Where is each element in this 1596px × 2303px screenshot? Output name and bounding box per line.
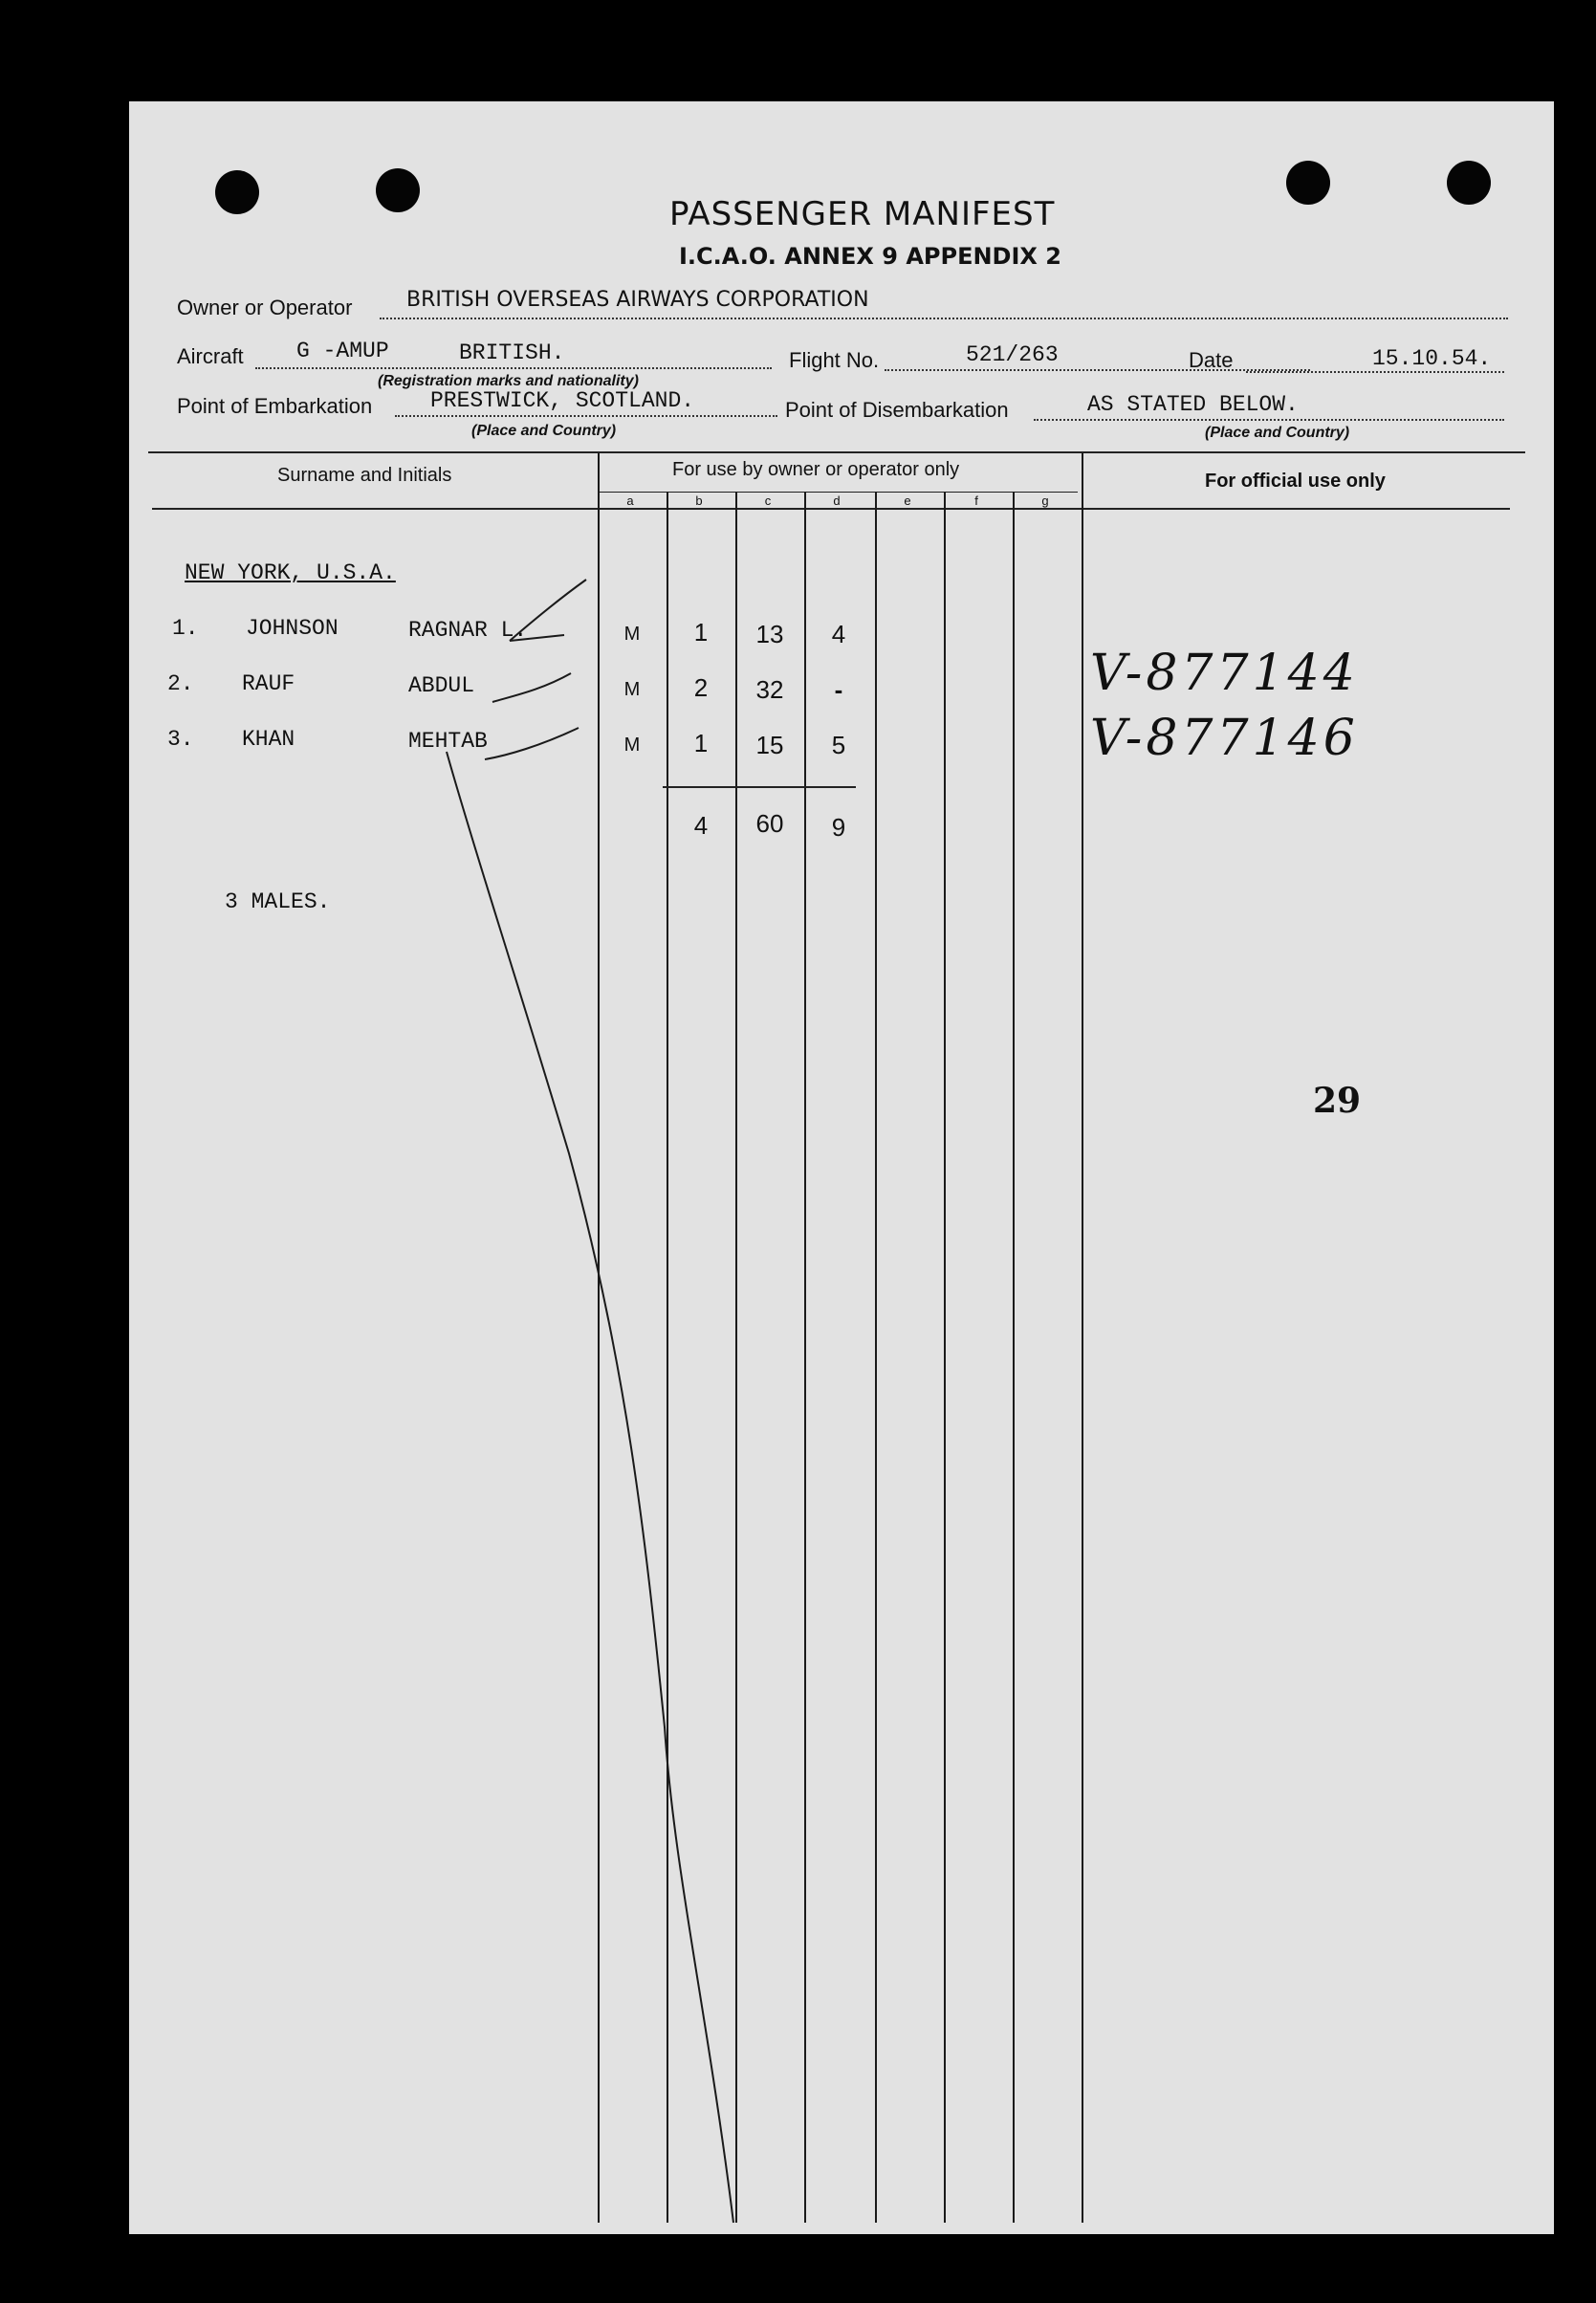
cell-c: 15 xyxy=(755,731,784,759)
destination-heading: NEW YORK, U.S.A. xyxy=(185,560,396,585)
column-header-official: For official use only xyxy=(1205,471,1386,492)
cell-b: 1 xyxy=(693,618,709,647)
cell-a: M xyxy=(623,679,641,700)
flight-label: Flight No. xyxy=(789,348,880,372)
passenger-given-name: MEHTAB xyxy=(408,729,488,754)
embarkation-note: (Place and Country) xyxy=(471,423,617,439)
disembarkation-value: AS STATED BELOW. xyxy=(1087,392,1299,417)
subcolumn-b: b xyxy=(695,494,703,508)
passenger-surname: RAUF xyxy=(242,671,295,696)
embarkation-value: PRESTWICK, SCOTLAND. xyxy=(430,388,695,413)
passenger-surname: JOHNSON xyxy=(246,616,339,641)
total-b: 4 xyxy=(693,811,709,840)
aircraft-registration: G -AMUP xyxy=(296,339,389,363)
subcolumn-f: f xyxy=(974,494,978,508)
row-number: 1. xyxy=(172,616,199,641)
aircraft-nationality: BRITISH. xyxy=(459,340,565,365)
passenger-summary: 3 MALES. xyxy=(225,889,331,914)
cell-c: 13 xyxy=(755,620,784,648)
check-mark xyxy=(510,635,564,641)
owner-label: Owner or Operator xyxy=(177,296,353,319)
cell-c: 32 xyxy=(755,675,784,704)
passenger-given-name: RAGNAR L. xyxy=(408,618,528,643)
total-c: 60 xyxy=(755,809,784,838)
cell-d: - xyxy=(834,675,843,704)
subcolumn-c: c xyxy=(764,494,772,508)
cell-d: 5 xyxy=(831,731,846,759)
page-title: PASSENGER MANIFEST xyxy=(669,195,1056,233)
cell-b: 1 xyxy=(693,729,709,757)
official-annotation: V-877144 xyxy=(1090,645,1359,702)
embarkation-label: Point of Embarkation xyxy=(177,394,373,418)
column-header-owner: For use by owner or operator only xyxy=(672,459,960,480)
check-mark xyxy=(485,728,579,759)
check-mark xyxy=(492,673,571,702)
disembarkation-label: Point of Disembarkation xyxy=(785,398,1009,422)
cell-b: 2 xyxy=(693,673,709,702)
official-annotation: V-877146 xyxy=(1090,710,1359,767)
aircraft-label: Aircraft xyxy=(177,344,244,368)
passenger-given-name: ABDUL xyxy=(408,673,475,698)
cell-a: M xyxy=(623,624,641,645)
aircraft-note: (Registration marks and nationality) xyxy=(378,373,639,389)
manifest-page xyxy=(129,101,1554,2234)
flight-value: 521/263 xyxy=(966,342,1059,367)
subcolumn-a: a xyxy=(626,494,634,508)
subcolumn-e: e xyxy=(904,494,911,508)
row-number: 2. xyxy=(167,671,194,696)
diagonal-cancel-line xyxy=(447,752,733,2223)
date-value: 15.10.54. xyxy=(1372,346,1492,371)
date-label: Date xyxy=(1189,348,1234,372)
owner-value: BRITISH OVERSEAS AIRWAYS CORPORATION xyxy=(406,288,869,312)
passenger-surname: KHAN xyxy=(242,727,295,752)
cell-d: 4 xyxy=(831,620,846,648)
check-mark xyxy=(510,580,586,641)
handwritten-marks xyxy=(129,101,1554,2234)
subcolumn-d: d xyxy=(833,494,841,508)
page-number-stamp: 29 xyxy=(1313,1081,1362,1121)
row-number: 3. xyxy=(167,727,194,752)
page-subtitle: I.C.A.O. ANNEX 9 APPENDIX 2 xyxy=(679,243,1061,270)
subcolumn-g: g xyxy=(1041,494,1049,508)
disembarkation-note: (Place and Country) xyxy=(1205,425,1350,441)
cell-a: M xyxy=(623,735,641,756)
total-d: 9 xyxy=(831,813,846,842)
column-header-surname: Surname and Initials xyxy=(277,465,452,486)
